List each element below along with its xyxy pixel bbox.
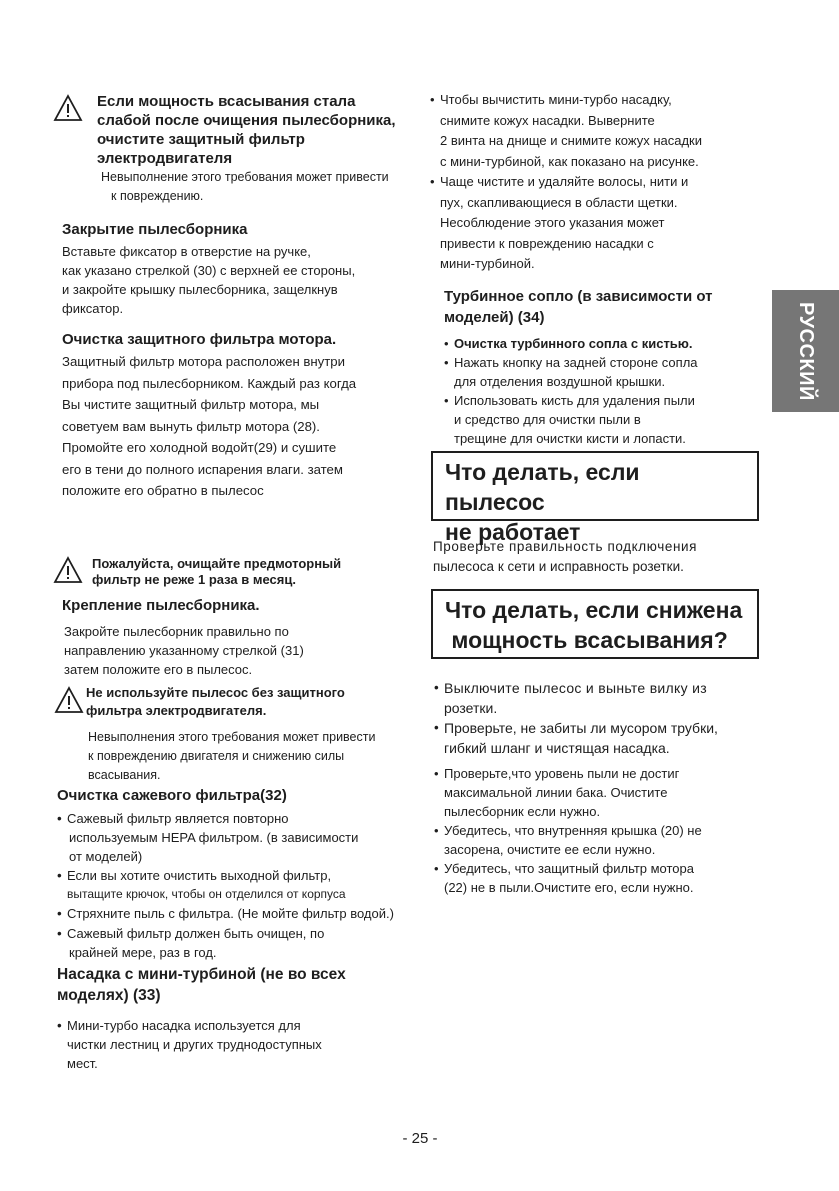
- text-line: Вы чистите защитный фильтр мотора, мы: [62, 397, 320, 412]
- language-tab-label: РУССКИЙ: [795, 301, 817, 401]
- text-line: пылесборник если нужно.: [444, 804, 601, 819]
- list-item: [444, 391, 764, 448]
- warning-no-filter: [86, 684, 426, 785]
- bullet: •: [434, 861, 439, 876]
- bullet: •: [434, 823, 439, 838]
- text-line: Нажать кнопку на задней стороне сопла: [454, 355, 698, 370]
- text-line: чистки лестниц и других труднодоступных: [67, 1037, 322, 1052]
- section-heading: Очистка защитного фильтра мотора.: [62, 331, 337, 348]
- warning-icon: [54, 686, 84, 714]
- low-suction-list-b: [434, 764, 769, 897]
- text-line: вытащите крючок, чтобы он отделился от корпуса: [67, 887, 346, 901]
- warning-icon: [53, 94, 83, 122]
- text-line: Закройте пылесборник правильно по: [64, 624, 289, 639]
- troubleshoot-box-not-working: [431, 451, 759, 545]
- box1-text: [433, 537, 763, 577]
- section-heading: Крепление пылесборника.: [62, 597, 260, 614]
- warning-motor-filter: [97, 92, 417, 206]
- section-mounting: [62, 596, 422, 679]
- bullet: •: [434, 680, 439, 695]
- text-line: Промойте его холодной водойт(29) и сушите: [62, 440, 337, 455]
- bullet: •: [444, 355, 449, 370]
- bullet: •: [57, 1018, 62, 1033]
- list-item: [434, 821, 769, 859]
- warning-title-line: Пожалуйста, очищайте предмоторный: [92, 556, 342, 571]
- text-line: Чаще чистите и удаляйте волосы, нити и: [440, 174, 689, 189]
- section-motor-filter: [62, 330, 422, 502]
- section-turbo-nozzle: [444, 286, 764, 448]
- text-line: с мини-турбиной, как показано на рисунке.: [440, 153, 699, 169]
- text-line: советуем вам вынуть фильтр мотора (28).: [62, 418, 320, 434]
- text-line: Вставьте фиксатор в отверстие на ручке,: [62, 244, 311, 259]
- warning-prefilter: [92, 556, 412, 588]
- section-closing: [62, 220, 422, 318]
- text-line: затем положите его в пылесос.: [64, 662, 253, 677]
- text-line: трещине для очистки кисти и лопасти.: [454, 431, 686, 446]
- low-suction-list-a: [434, 678, 769, 758]
- text-line: пылесоса к сети и исправность розетки.: [433, 559, 684, 574]
- text-line: (22) не в пыли.Очистите его, если нужно.: [444, 880, 694, 895]
- box-title: Что делать, если снижена: [445, 597, 743, 623]
- list-item: [434, 678, 769, 718]
- bullet: •: [430, 174, 435, 189]
- text-line: максимальной линии бака. Очистите: [444, 785, 668, 800]
- list-item: [434, 764, 769, 821]
- list-item: [57, 924, 447, 962]
- text-line: Сажевый фильтр является повторно: [67, 811, 289, 826]
- warning-icon: [53, 556, 83, 584]
- text-line: от моделей): [69, 849, 143, 864]
- text-line: мини-турбиной.: [440, 256, 535, 271]
- bullet: •: [444, 393, 449, 408]
- text-line: прибора под пылесборником. Каждый раз когда: [62, 375, 357, 391]
- text-line: Проверьте, не забиты ли мусором трубки,: [444, 720, 718, 736]
- list-item: [57, 1016, 437, 1073]
- bullet: •: [434, 720, 439, 735]
- text-line: Если вы хотите очистить выходной фильтр,: [67, 868, 332, 883]
- text-line: гибкий шланг и чистящая насадка.: [444, 740, 670, 756]
- text-line: засорена, очистите ее если нужно.: [444, 842, 656, 857]
- text-line: розетки.: [444, 700, 498, 716]
- text-line: 2 винта на днище и снимите кожух насадки: [440, 133, 702, 148]
- section-heading: Закрытие пылесборника: [62, 221, 248, 238]
- text-line: мест.: [67, 1056, 98, 1071]
- turbo-cleaning-list: [430, 90, 765, 275]
- section-heading: Насадка с мини-турбиной (не во всех: [57, 966, 346, 983]
- list-item: [57, 866, 447, 904]
- section-mini-turbo: [57, 964, 437, 1073]
- warning-sub-line: к повреждению двигателя и снижению силы: [88, 749, 345, 763]
- section-heading: Очистка сажевого фильтра(32): [57, 787, 287, 804]
- bullet: •: [57, 926, 62, 941]
- warning-sub-line: к повреждению.: [111, 189, 204, 203]
- warning-title-line: электродвигателя: [97, 150, 233, 167]
- bullet: •: [57, 868, 62, 883]
- list-item: [434, 718, 769, 758]
- text-line: крайней мере, раз в год.: [69, 945, 217, 960]
- page-number: - 25 -: [402, 1130, 438, 1147]
- text-line: для отделения воздушной крышки.: [454, 374, 666, 389]
- section-heading: моделях) (33): [57, 987, 161, 1004]
- text-line: Проверьте правильность подключения: [433, 539, 698, 554]
- text-line: как указано стрелкой (30) с верхней ее стороны,: [62, 263, 356, 278]
- text-line: Очистка турбинного сопла с кистью.: [454, 336, 693, 351]
- warning-sub-line: Невыполнение этого требования может привести: [101, 170, 389, 184]
- list-item: [444, 334, 764, 353]
- text-line: Защитный фильтр мотора расположен внутри: [62, 354, 346, 369]
- text-line: Чтобы вычистить мини-турбо насадку,: [440, 92, 672, 107]
- text-line: привести к повреждению насадки с: [440, 235, 654, 251]
- language-tab: [772, 290, 839, 412]
- box-title: мощность всасывания?: [445, 627, 728, 653]
- text-line: Использовать кисть для удаления пыли: [454, 393, 695, 408]
- section-soot-filter: [57, 786, 447, 962]
- text-line: Проверьте,что уровень пыли не достиг: [444, 766, 680, 781]
- text-line: Мини-турбо насадка используется для: [67, 1018, 301, 1033]
- list-item: [430, 172, 765, 275]
- warning-title-line: очистите защитный фильтр: [97, 131, 305, 148]
- text-line: пух, скапливающиеся в области щетки.: [440, 194, 678, 210]
- list-item: [57, 809, 447, 866]
- text-line: положите его обратно в пылесос: [62, 483, 264, 498]
- text-line: направлению указанному стрелкой (31): [64, 643, 304, 658]
- bullet: •: [434, 766, 439, 781]
- text-line: Убедитесь, что внутренняя крышка (20) не: [444, 823, 702, 838]
- warning-title-line: слабой после очищения пылесборника,: [97, 112, 396, 129]
- list-item: [430, 90, 765, 172]
- bullet: •: [57, 811, 62, 826]
- list-item: [57, 904, 447, 924]
- bullet: •: [444, 336, 449, 351]
- text-line: и закройте крышку пылесборника, защелкнув: [62, 282, 338, 297]
- text-line: используемым HEPA фильтром. (в зависимости: [69, 830, 359, 845]
- text-line: Убедитесь, что защитный фильтр мотора: [444, 861, 694, 876]
- list-item: [434, 859, 769, 897]
- bullet: •: [57, 906, 62, 921]
- warning-sub-line: всасывания.: [88, 768, 161, 782]
- text-line: фиксатор.: [62, 301, 124, 316]
- text-line: Стряхните пыль с фильтра. (Не мойте фильтр водой.): [67, 906, 394, 921]
- list-item: [444, 353, 764, 391]
- text-line: снимите кожух насадки. Выверните: [440, 112, 655, 128]
- warning-title-line: фильтра электродвигателя.: [86, 703, 267, 718]
- text-line: Сажевый фильтр должен быть очищен, по: [67, 926, 325, 941]
- bullet: •: [430, 92, 435, 107]
- box-title: не работает: [445, 519, 581, 545]
- warning-title-line: Если мощность всасывания стала: [97, 93, 356, 110]
- warning-title-line: Не используйте пылесос без защитного: [86, 685, 345, 700]
- troubleshoot-box-low-suction: [431, 589, 759, 659]
- box-title: Что делать, если пылесос: [445, 459, 640, 515]
- text-line: Выключите пылесос и выньте вилку из: [444, 680, 707, 696]
- text-line: и средство для очистки пыли в: [454, 412, 641, 427]
- section-heading: моделей) (34): [444, 309, 545, 326]
- text-line: его в тени до полного испарения влаги. затем: [62, 461, 343, 477]
- warning-sub-line: Невыполнения этого требования может привести: [88, 730, 376, 744]
- text-line: Несоблюдение этого указания может: [440, 215, 665, 230]
- section-heading: Турбинное сопло (в зависимости от: [444, 288, 713, 305]
- warning-title-line: фильтр не реже 1 раза в месяц.: [92, 572, 296, 587]
